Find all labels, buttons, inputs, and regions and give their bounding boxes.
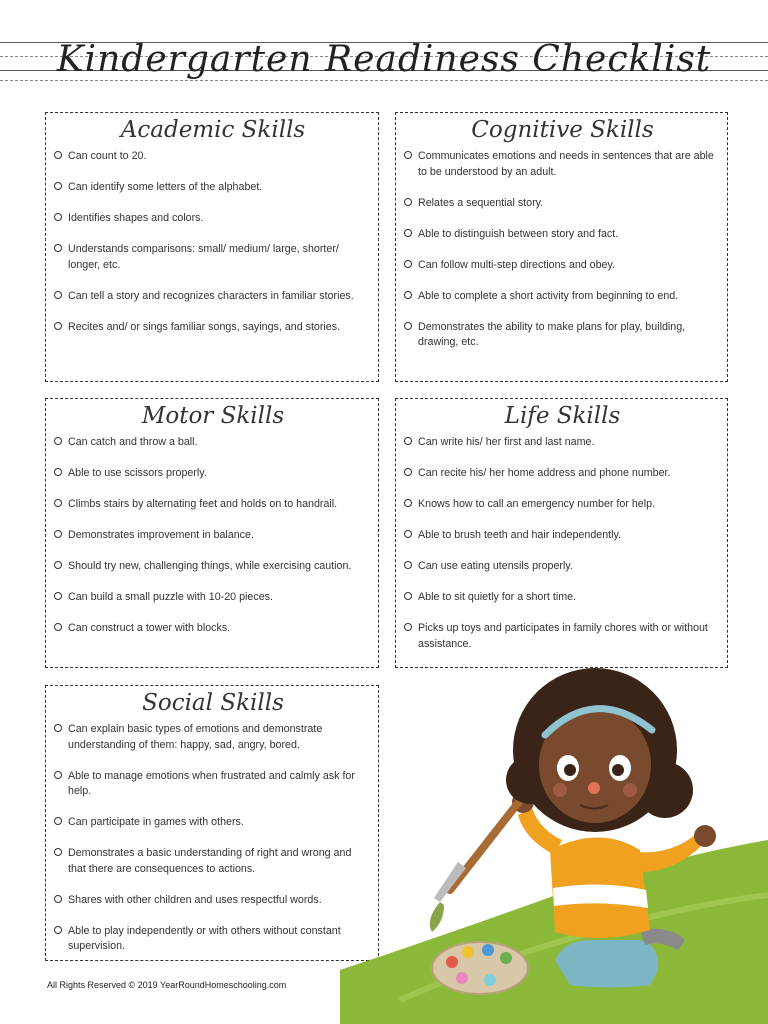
checklist-item-text: Can catch and throw a ball. — [68, 436, 198, 448]
checklist-item — [54, 289, 372, 305]
checkbox-circle-icon[interactable] — [404, 623, 412, 631]
checkbox-circle-icon[interactable] — [404, 561, 412, 569]
checklist-item-text: Can construct a tower with blocks. — [68, 622, 231, 634]
checklist-item — [54, 769, 372, 800]
paint-dot-yellow — [462, 946, 474, 958]
section-heading: Motor Skills — [141, 403, 285, 429]
checklist-item-text: Understands comparisons: small/ medium/ large, shorter/ longer, etc. — [68, 243, 339, 271]
checkbox-circle-icon[interactable] — [54, 151, 62, 159]
checklist-item — [404, 435, 721, 451]
checklist-item — [404, 528, 721, 544]
social-skills-box — [45, 685, 379, 961]
checklist-item-text: Demonstrates the ability to make plans for play, building, drawing, etc. — [418, 320, 686, 348]
cognitive-skills-box — [395, 112, 728, 382]
paint-brush-tip — [430, 902, 444, 932]
checklist-item-text: Able to sit quietly for a short time. — [418, 591, 577, 603]
girl-pants — [555, 940, 658, 988]
skill-list — [54, 722, 372, 955]
checklist-item — [54, 722, 372, 753]
checkbox-circle-icon[interactable] — [54, 213, 62, 221]
checklist-item — [54, 621, 372, 637]
checklist-item-text: Can recite his/ her home address and phone number. — [418, 467, 671, 479]
checkbox-circle-icon[interactable] — [54, 182, 62, 190]
checkbox-circle-icon[interactable] — [54, 322, 62, 330]
paint-dot-pink — [456, 972, 468, 984]
checklist-item-text: Can identify some letters of the alphabet. — [68, 181, 263, 193]
checklist-item-text: Can tell a story and recognizes characters in familiar stories. — [68, 289, 354, 302]
checklist-item-text: Able to brush teeth and hair independently. — [418, 529, 622, 541]
checkbox-circle-icon[interactable] — [404, 437, 412, 445]
paint-dot-blue — [482, 944, 494, 956]
skill-list — [404, 149, 721, 351]
checklist-item — [404, 227, 721, 243]
checkbox-circle-icon[interactable] — [54, 530, 62, 538]
paint-dot-green — [500, 952, 512, 964]
title-banner — [0, 36, 768, 88]
checkbox-circle-icon[interactable] — [404, 291, 412, 299]
checkbox-circle-icon[interactable] — [54, 771, 62, 779]
checklist-item — [54, 815, 372, 831]
checklist-item — [54, 320, 372, 336]
checklist-item-text: Identifies shapes and colors. — [68, 212, 204, 224]
checkbox-circle-icon[interactable] — [54, 437, 62, 445]
checkbox-circle-icon[interactable] — [54, 895, 62, 903]
checklist-item — [54, 242, 372, 273]
checkbox-circle-icon[interactable] — [54, 499, 62, 507]
skill-list — [54, 149, 372, 335]
girl-right-cheek — [623, 783, 637, 797]
checklist-item-text: Able to complete a short activity from beginning to end. — [418, 289, 679, 302]
checkbox-circle-icon[interactable] — [54, 291, 62, 299]
section-heading: Life Skills — [504, 403, 621, 429]
checkbox-circle-icon[interactable] — [404, 322, 412, 330]
checkbox-circle-icon[interactable] — [404, 592, 412, 600]
checklist-item — [404, 320, 721, 351]
checklist-item — [54, 893, 372, 909]
checkbox-circle-icon[interactable] — [404, 198, 412, 206]
checkbox-circle-icon[interactable] — [54, 623, 62, 631]
checklist-item-text: Picks up toys and participates in family chores with or without assistance. — [418, 622, 708, 650]
girl-left-pupil — [564, 764, 576, 776]
checkbox-circle-icon[interactable] — [54, 724, 62, 732]
girl-right-hand — [694, 825, 716, 847]
checkbox-circle-icon[interactable] — [54, 244, 62, 252]
checklist-item-text: Communicates emotions and needs in sentences that are able to be understood by an adult. — [418, 150, 714, 178]
checklist-item — [54, 180, 372, 196]
checkbox-circle-icon[interactable] — [54, 468, 62, 476]
checklist-item — [404, 258, 721, 274]
checklist-item-text: Can follow multi-step directions and obey. — [418, 258, 616, 271]
checkbox-circle-icon[interactable] — [404, 499, 412, 507]
checklist-item — [404, 149, 721, 180]
life-skills-box — [395, 398, 728, 668]
checklist-item-text: Should try new, challenging things, while exercising caution. — [68, 560, 352, 572]
checklist-item — [54, 435, 372, 451]
section-heading: Academic Skills — [120, 117, 306, 143]
checkbox-circle-icon[interactable] — [54, 592, 62, 600]
checkbox-circle-icon[interactable] — [404, 151, 412, 159]
girl-nose — [588, 782, 600, 794]
checkbox-circle-icon[interactable] — [404, 530, 412, 538]
skill-list — [54, 435, 372, 637]
checkbox-circle-icon[interactable] — [404, 468, 412, 476]
checklist-item-text: Recites and/ or sings familiar songs, sayings, and stories. — [68, 320, 341, 333]
checklist-item — [404, 497, 721, 513]
checklist-item — [404, 559, 721, 575]
checklist-item-text: Able to manage emotions when frustrated and calmly ask for help. — [68, 769, 355, 797]
checklist-item-text: Able to use scissors properly. — [68, 467, 207, 479]
checklist-item-text: Knows how to call an emergency number for help. — [418, 498, 656, 510]
copyright-footer: All Rights Reserved © 2019 YearRoundHomeschooling.com — [47, 980, 287, 990]
checklist-item-text: Demonstrates improvement in balance. — [68, 529, 254, 541]
checklist-item — [404, 466, 721, 482]
checklist-item-text: Can use eating utensils properly. — [418, 560, 573, 572]
checkbox-circle-icon[interactable] — [54, 817, 62, 825]
skill-list — [404, 435, 721, 652]
motor-skills-box — [45, 398, 379, 668]
paint-dot-red — [446, 956, 458, 968]
checklist-item-text: Can participate in games with others. — [68, 816, 244, 828]
paint-dot-cyan — [484, 974, 496, 986]
checklist-item-text: Relates a sequential story. — [418, 196, 544, 209]
checklist-item — [54, 846, 372, 877]
checklist-item — [404, 289, 721, 305]
checklist-item-text: Able to distinguish between story and fact. — [418, 227, 619, 240]
checklist-item — [54, 559, 372, 575]
checklist-item — [404, 590, 721, 606]
checklist-item-text: Can write his/ her first and last name. — [418, 436, 595, 448]
girl-painting-illustration — [340, 640, 768, 1024]
section-heading: Cognitive Skills — [471, 117, 654, 143]
academic-skills-box — [45, 112, 379, 382]
girl-right-pupil — [612, 764, 624, 776]
checkbox-circle-icon[interactable] — [404, 260, 412, 268]
checkbox-circle-icon[interactable] — [54, 926, 62, 934]
paint-palette — [432, 942, 528, 994]
checklist-item-text: Shares with other children and uses respectful words. — [68, 893, 322, 906]
checklist-item-text: Climbs stairs by alternating feet and holds on to handrail. — [68, 498, 338, 510]
checklist-item-text: Can count to 20. — [68, 150, 147, 162]
checkbox-circle-icon[interactable] — [54, 561, 62, 569]
checkbox-circle-icon[interactable] — [404, 229, 412, 237]
checklist-item-text: Able to play independently or with others without constant supervision. — [68, 924, 341, 952]
checklist-item-text: Can build a small puzzle with 10-20 pieces. — [68, 591, 273, 603]
checklist-item — [54, 528, 372, 544]
checklist-item — [54, 497, 372, 513]
checklist-item — [404, 196, 721, 212]
page-title: Kindergarten Readiness Checklist — [56, 39, 712, 80]
checklist-item — [54, 590, 372, 606]
checklist-item — [54, 924, 372, 955]
checklist-item — [54, 466, 372, 482]
girl-left-cheek — [553, 783, 567, 797]
checklist-item-text: Demonstrates a basic understanding of right and wrong and that there are consequences to actions. — [68, 847, 352, 875]
checkbox-circle-icon[interactable] — [54, 848, 62, 856]
checklist-item-text: Can explain basic types of emotions and demonstrate understanding of them: happy, sad, angry, bored. — [68, 723, 323, 751]
checklist-item — [54, 149, 372, 165]
checklist-item — [54, 211, 372, 227]
section-heading: Social Skills — [142, 690, 284, 716]
